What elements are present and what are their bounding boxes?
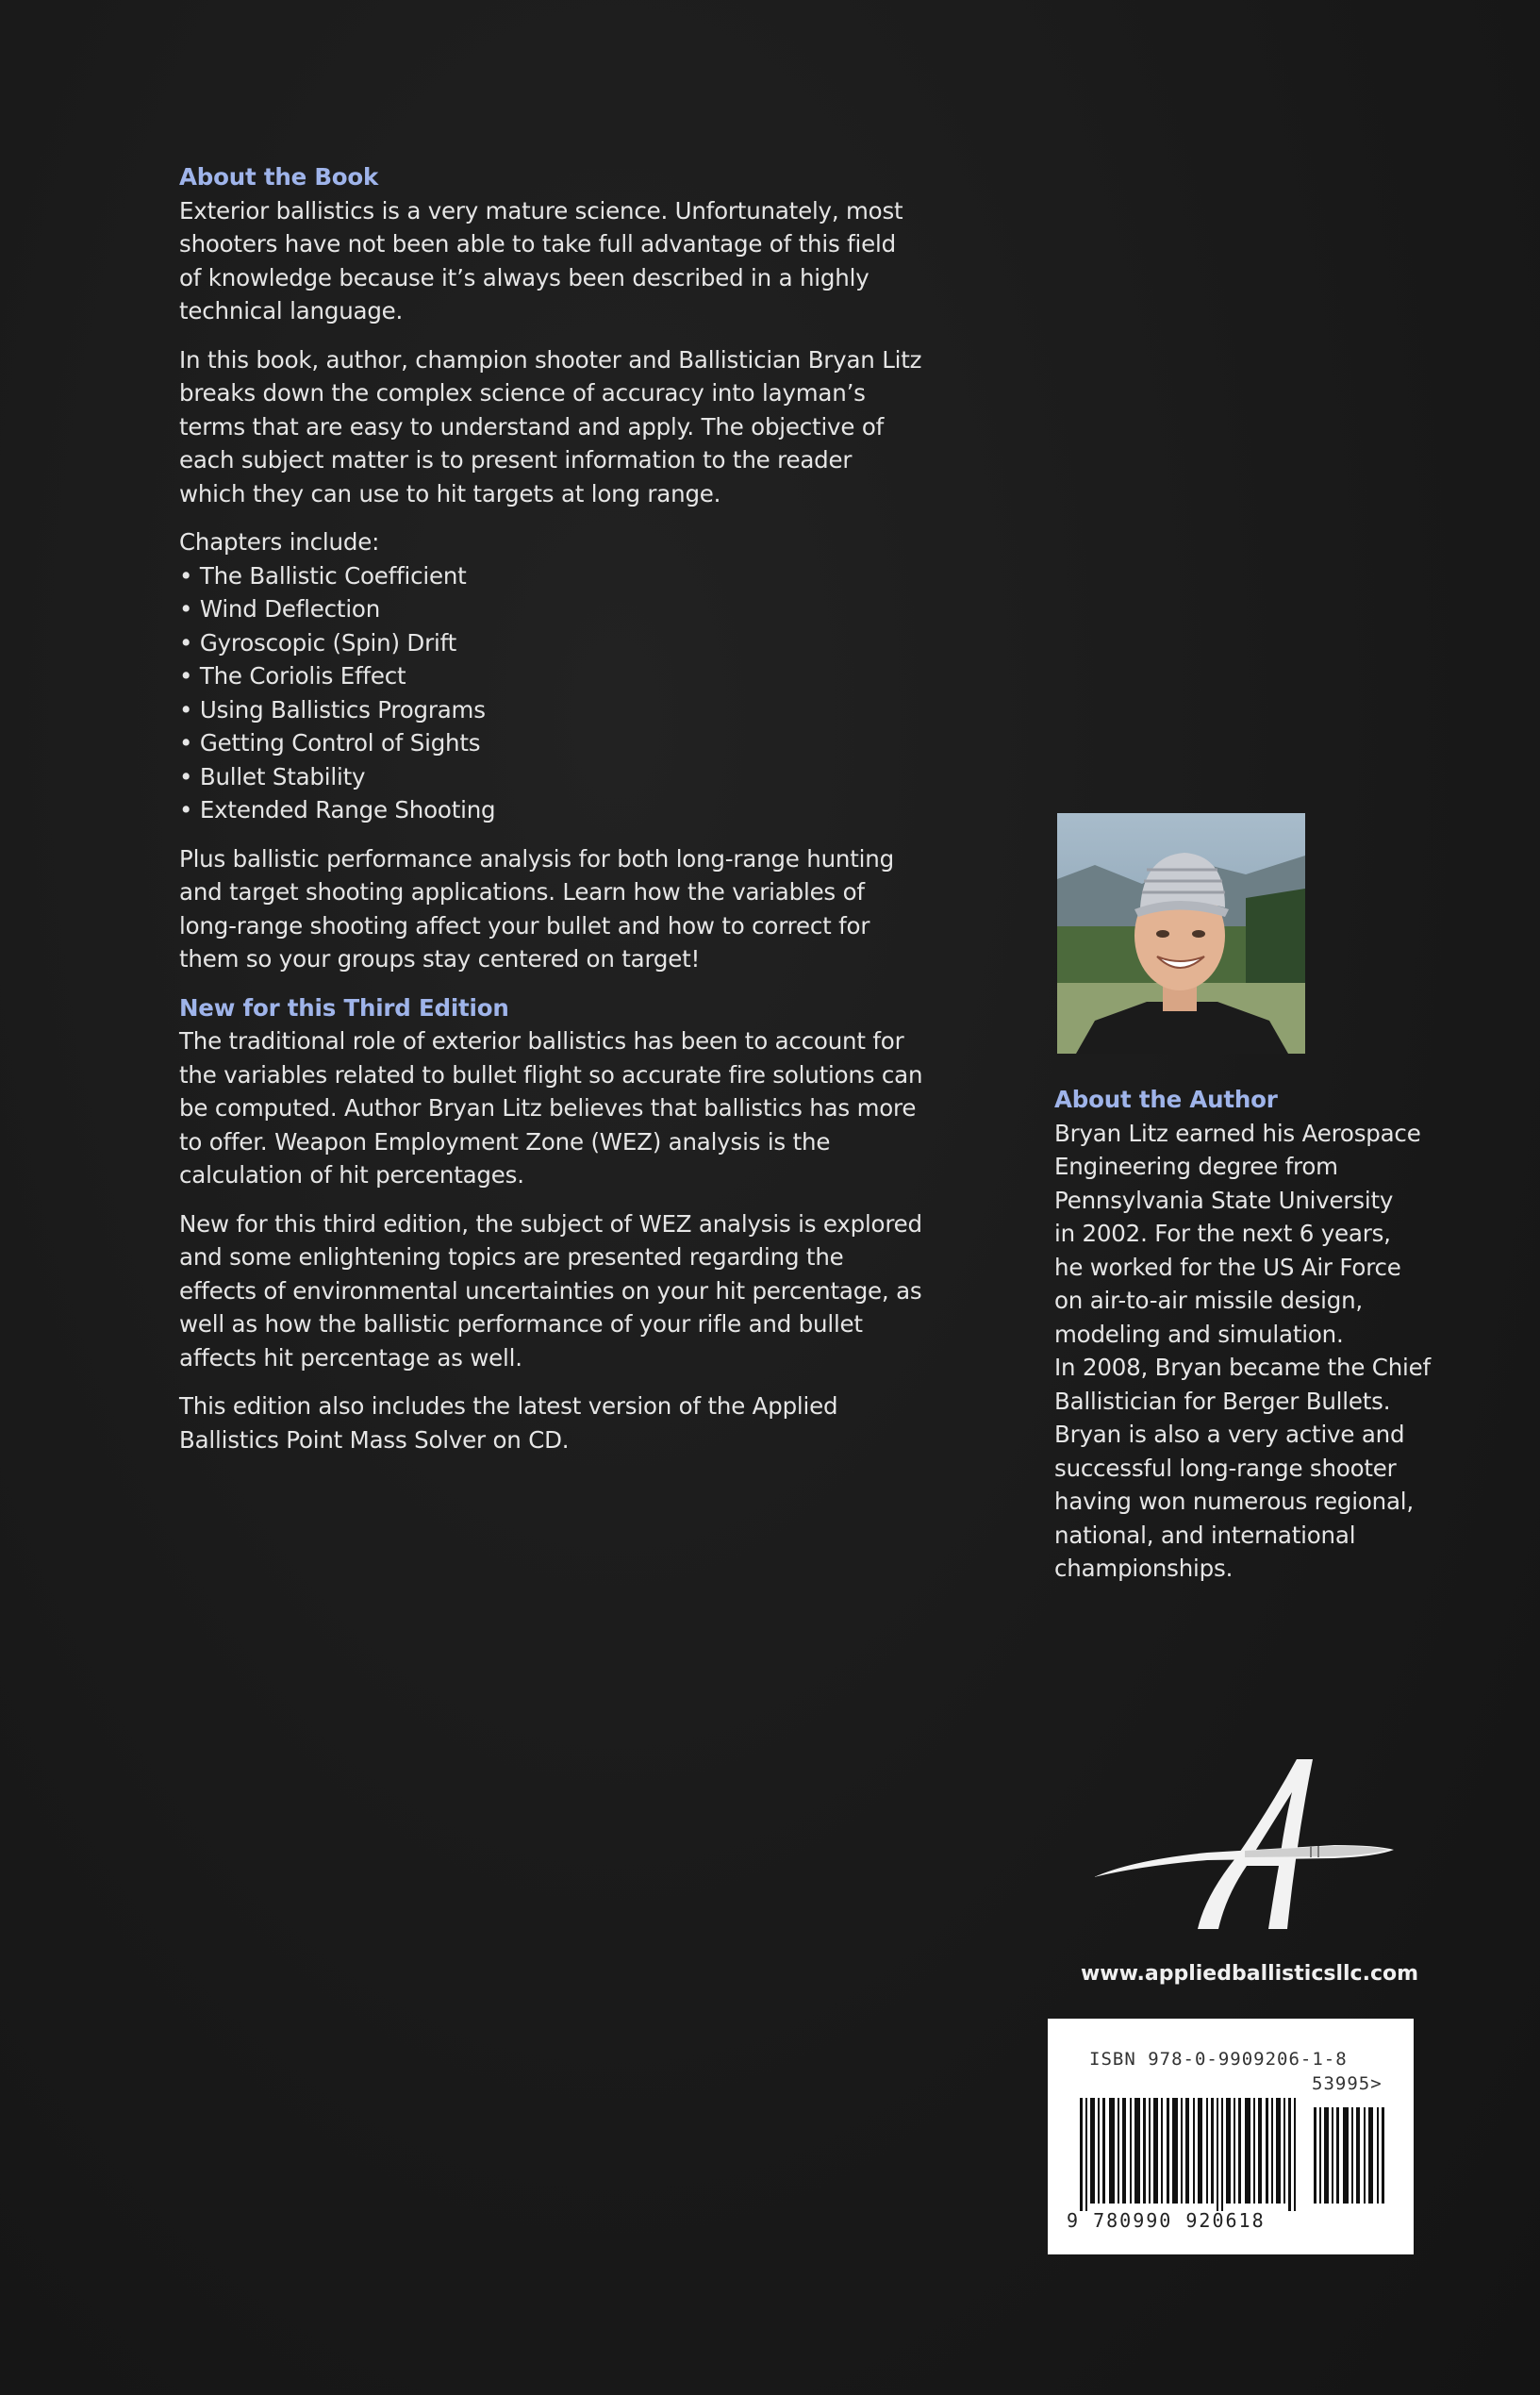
chapter-item: • The Ballistic Coefficient <box>179 559 924 593</box>
book-description <box>179 160 924 1472</box>
about-author-heading: About the Author <box>1054 1086 1278 1113</box>
author-photo <box>1057 813 1305 1054</box>
chapter-item: • Getting Control of Sights <box>179 726 924 760</box>
author-bio <box>1054 1083 1450 1586</box>
barcode-digits: 9 780990 920618 <box>1067 2209 1266 2232</box>
chapter-item: • Bullet Stability <box>179 760 924 794</box>
barcode-bars <box>1080 2098 1391 2211</box>
chapter-list <box>179 559 924 827</box>
chapter-item: • Using Ballistics Programs <box>179 693 924 727</box>
about-book-heading: About the Book <box>179 163 379 191</box>
author-bio-line: Engineering degree from <box>1054 1153 1338 1180</box>
author-bio-line: in 2002. For the next 6 years, <box>1054 1220 1391 1247</box>
new-edition-paragraph: The traditional role of exterior ballistics has been to account for the variables related to bullet flight so accurate fire solutions can be computed. Author Bryan Litz believes that ballistics has more to offer. Weapon Employment Zone (WEZ) analysis is the calculation of hit percentages. <box>179 1027 923 1189</box>
author-bio-line: Ballistician for Berger Bullets. <box>1054 1387 1391 1415</box>
price-code: 53995> <box>1312 2073 1383 2094</box>
publisher-url: www.appliedballisticsllc.com <box>1080 1962 1419 1986</box>
author-bio-line: having won numerous regional, <box>1054 1488 1414 1515</box>
author-bio-line: on air-to-air missile design, <box>1054 1287 1363 1314</box>
applied-ballistics-logo-icon <box>1094 1755 1396 1953</box>
author-bio-line: Bryan is also a very active and <box>1054 1421 1405 1448</box>
author-bio-line: he worked for the US Air Force <box>1054 1253 1401 1281</box>
new-edition-heading: New for this Third Edition <box>179 993 509 1022</box>
author-bio-line: national, and international <box>1054 1521 1356 1549</box>
isbn-text: ISBN 978-0-9909206-1-8 <box>1089 2049 1348 2070</box>
about-book-closing: Plus ballistic performance analysis for both long-range hunting and target shooting applications. Learn how the variables of long-range shooting affect your bullet and how to correct for them so your groups stay centered on target! <box>179 844 894 973</box>
chapter-item: • Gyroscopic (Spin) Drift <box>179 626 924 660</box>
new-edition-paragraph: New for this third edition, the subject of WEZ analysis is explored and some enlightening topics are presented regarding the effects of environmental uncertainties on your hit percentage, as well as how the ballistic performance of your rifle and bullet affects hit percentage as well. <box>179 1209 922 1372</box>
author-bio-line: Bryan Litz earned his Aerospace <box>1054 1119 1421 1147</box>
author-bio-line: successful long-range shooter <box>1054 1454 1397 1482</box>
chapters-intro: Chapters include: <box>179 528 380 556</box>
about-book-paragraph: In this book, author, champion shooter and Ballistician Bryan Litz breaks down the complex science of accuracy into layman’s terms that are easy to understand and apply. The objective of each subject matter is to present information to the reader which they can use to hit targets at long range. <box>179 345 922 507</box>
chapter-item: • The Coriolis Effect <box>179 659 924 693</box>
about-book-paragraph: Exterior ballistics is a very mature science. Unfortunately, most shooters have not been able to take full advantage of this field of knowledge because it’s always been described in a highly technical language. <box>179 196 903 324</box>
author-bio-line: Pennsylvania State University <box>1054 1186 1394 1214</box>
new-edition-paragraph: This edition also includes the latest version of the Applied Ballistics Point Mass Solver on CD. <box>179 1392 838 1454</box>
chapter-item: • Wind Deflection <box>179 592 924 626</box>
author-bio-line: In 2008, Bryan became the Chief <box>1054 1354 1431 1381</box>
chapter-item: • Extended Range Shooting <box>179 793 924 827</box>
isbn-barcode <box>1048 2019 1414 2254</box>
author-bio-line: championships. <box>1054 1555 1234 1582</box>
author-bio-line: modeling and simulation. <box>1054 1320 1344 1348</box>
